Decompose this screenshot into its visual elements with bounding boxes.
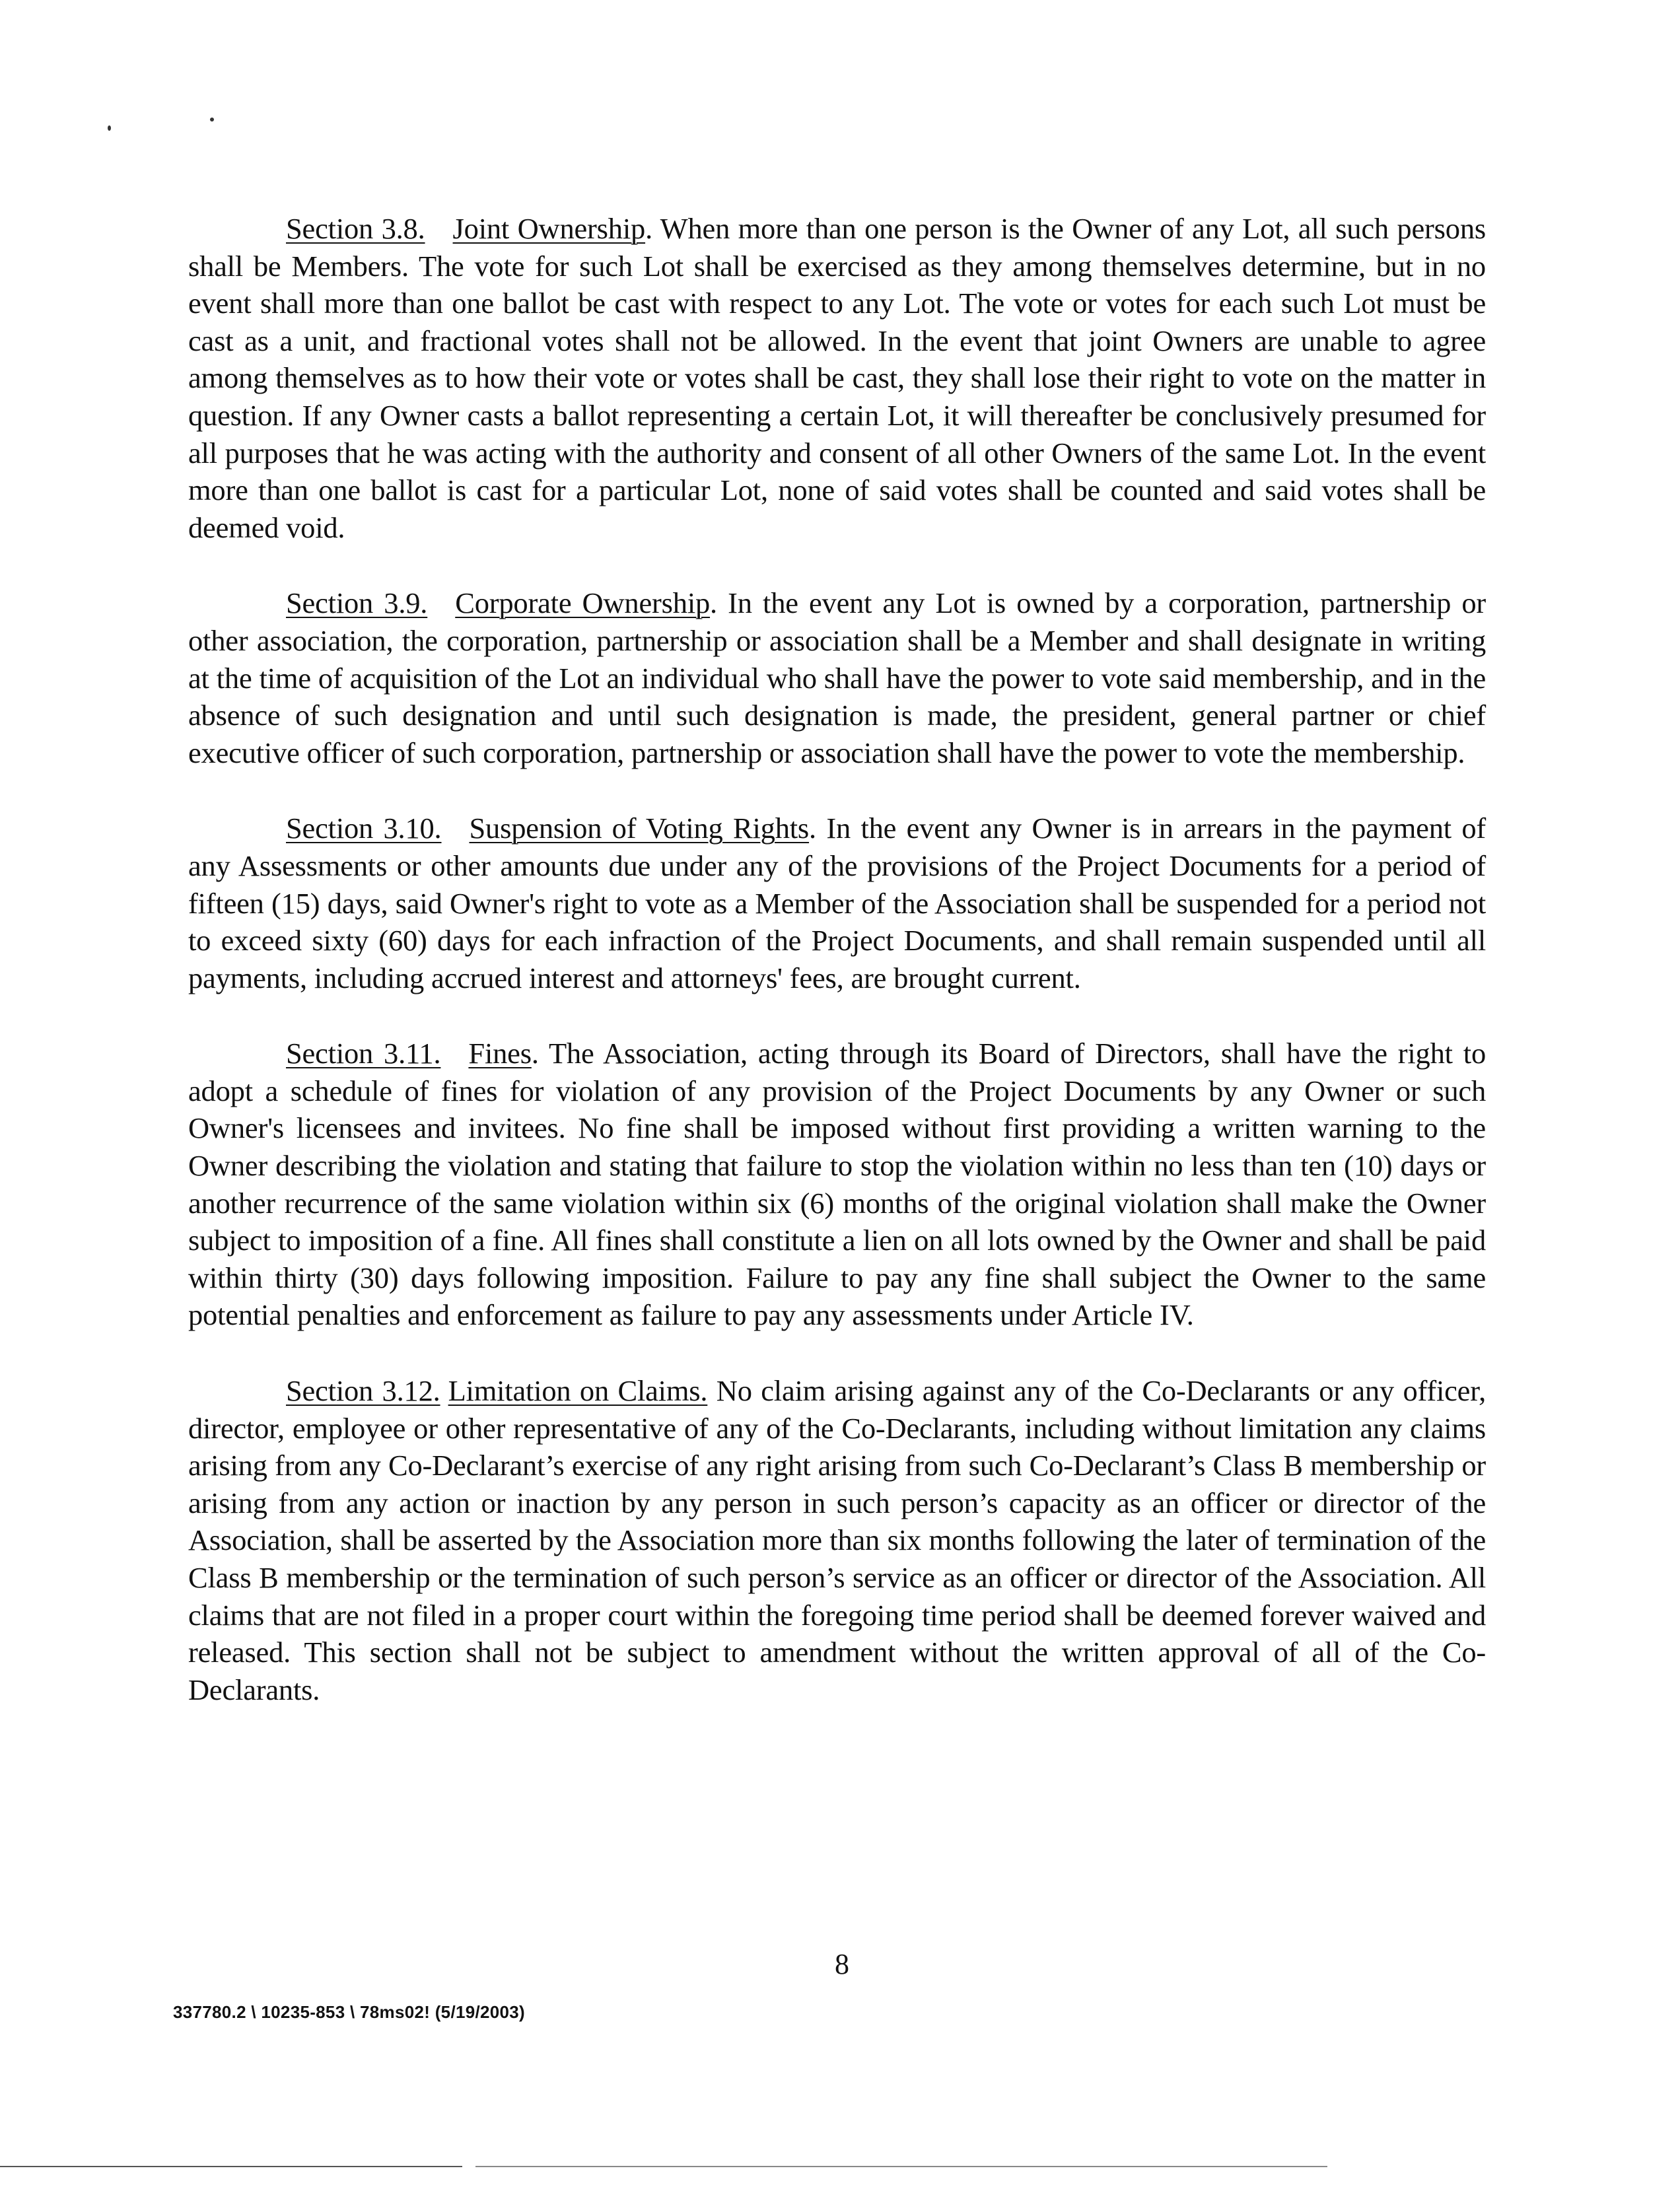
section-3-8	[188, 210, 1486, 546]
section-number: Section 3.8.	[286, 212, 425, 245]
section-number: Section 3.9.	[286, 586, 428, 620]
document-body	[188, 210, 1486, 1747]
scan-speck	[108, 125, 111, 131]
section-text: . In the event any Owner is in arrears in the payment of any Assessments or other amounts due under any of the provisions of the Project Documents for a period of fifteen (15) days, said Owner's right to vote as a Member of the Association shall be suspended for a period not to exceed sixty (60) days for each infraction of the Project Documents, and shall remain suspended until all payments, including accrued interest and attorneys' fees, are brought current.	[188, 812, 1487, 994]
section-text: . The Association, acting through its Board of Directors, shall have the right to adopt a schedule of fines for violation of any provision of the Project Documents by any Owner or such Owner's licensees and invitees. No fine shall be imposed without first providing a written warning to the Owner describing the violation and stating that failure to stop the violation within no less than ten (10) days or another recurrence of the same violation within six (6) months of the original violation shall make the Owner subject to imposition of a fine. All fines shall constitute a lien on all lots owned by the Owner and shall be paid within thirty (30) days following imposition. Failure to pay any fine shall subject the Owner to the same potential penalties and enforcement as failure to pay any assessments under Article IV.	[188, 1037, 1486, 1332]
section-number: Section 3.11.	[286, 1037, 441, 1070]
section-3-9	[188, 584, 1486, 771]
section-title: Corporate Ownership	[455, 586, 711, 620]
scan-speck	[210, 118, 214, 122]
section-3-11	[188, 1035, 1486, 1334]
section-3-12	[188, 1372, 1486, 1708]
section-number: Section 3.12.	[286, 1374, 440, 1408]
section-title: Limitation on Claims.	[448, 1374, 708, 1408]
section-text: . When more than one person is the Owner of any Lot, all such persons shall be Members. The vote for such Lot shall be exercised as they among themselves determine, but in no event shall more than one ballot be cast with respect to any Lot. The vote or votes for each such Lot must be cast as a unit, and fractional votes shall not be allowed. In the event that joint Owners are unable to agree among themselves as to how their vote or votes shall be cast, they shall lose their right to vote on the matter in question. If any Owner casts a ballot representing a certain Lot, it will thereafter be conclusively presumed for all purposes that he was acting with the authority and consent of all other Owners of the same Lot. In the event more than one ballot is cast for a particular Lot, none of said votes shall be counted and said votes shall be deemed void.	[188, 212, 1486, 544]
scan-edge-line	[0, 2166, 462, 2167]
section-title: Joint Ownership	[452, 212, 646, 245]
section-number: Section 3.10.	[286, 812, 442, 845]
section-title: Fines	[468, 1037, 532, 1070]
section-text: . In the event any Lot is owned by a corporation, partnership or other association, the corporation, partnership or association shall be a Member and shall designate in writing at the time of acquisition of the Lot an individual who shall have the power to vote said membership, and in the absence of such designation and until such designation is made, the president, general partner or chief executive officer of such corporation, partnership or association shall have the power to vote the membership.	[188, 586, 1486, 769]
scan-edge-line	[475, 2166, 1327, 2167]
section-text: No claim arising against any of the Co-Declarants or any officer, director, employee or other representative of any of the Co-Declarants, including without limitation any claims arising from any Co-Declarant’s exercise of any right arising from such Co-Declarant’s Class B membership or arising from any action or inaction by any person in such person’s capacity as an officer or director of the Association, shall be asserted by the Association more than six months following the later of termination of the Class B membership or the termination of such person’s service as an officer or director of the Association. All claims that are not filed in a proper court within the foregoing time period shall be deemed forever waived and released. This section shall not be subject to amendment without the written approval of all of the Co-Declarants.	[188, 1374, 1486, 1706]
section-3-10	[188, 810, 1486, 996]
document-id: 337780.2 \ 10235-853 \ 78ms02! (5/19/2003)	[173, 2002, 526, 2022]
section-title: Suspension of Voting Rights	[469, 812, 810, 845]
page-number: 8	[835, 1948, 849, 1980]
